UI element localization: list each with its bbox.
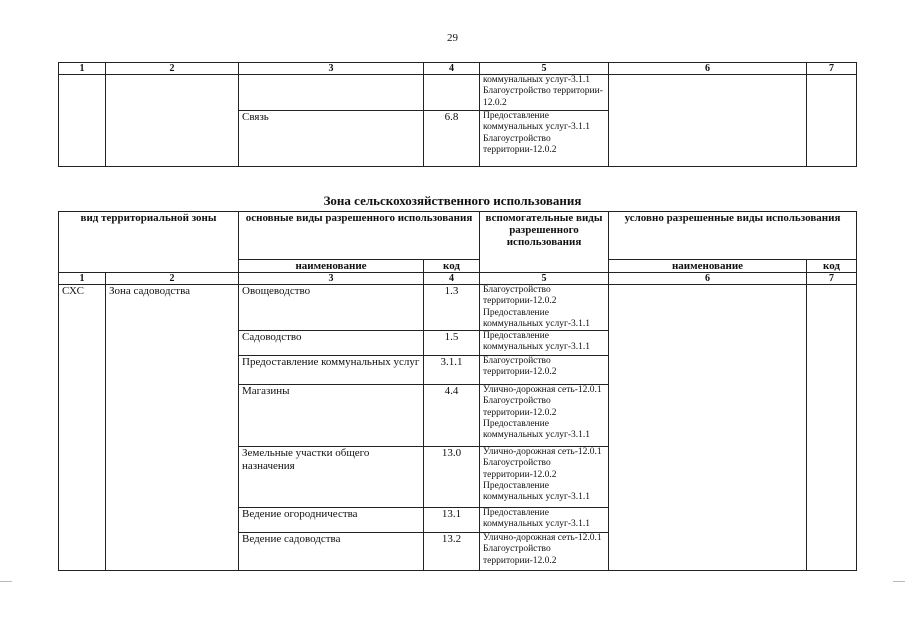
column-number: 6 — [609, 63, 807, 75]
header-name: наименование — [239, 260, 424, 273]
aux-uses: Предоставление коммунальных услуг-3.1.1 — [480, 508, 609, 533]
scan-edge-line — [893, 581, 905, 582]
use-code: 1.5 — [424, 331, 480, 356]
header-conditional-uses: условно разрешенные виды использования — [609, 212, 857, 260]
column-number: 3 — [239, 273, 424, 285]
column-numbers-row — [59, 273, 857, 285]
use-name: Садоводство — [239, 331, 424, 356]
use-name: Магазины — [239, 385, 424, 447]
use-code: 6.8 — [424, 111, 480, 167]
use-code: 4.4 — [424, 385, 480, 447]
use-name: Земельные участки общего назначения — [239, 447, 424, 508]
use-code — [424, 75, 480, 111]
aux-uses: Благоустройство территории-12.0.2 — [480, 356, 609, 385]
column-number: 7 — [807, 63, 857, 75]
aux-uses: коммунальных услуг-3.1.1 Благоустройство территории- 12.0.2 — [480, 75, 609, 111]
column-number: 5 — [480, 63, 609, 75]
use-code: 3.1.1 — [424, 356, 480, 385]
column-numbers-row — [59, 63, 857, 75]
column-number: 4 — [424, 63, 480, 75]
table-row — [59, 285, 857, 331]
zone-code-cell — [59, 75, 106, 167]
use-code: 13.1 — [424, 508, 480, 533]
section-title: Зона сельскохозяйственного использования — [323, 193, 582, 208]
use-name: Связь — [239, 111, 424, 167]
column-number: 6 — [609, 273, 807, 285]
header-row — [59, 212, 857, 260]
column-number: 2 — [106, 63, 239, 75]
aux-uses: Улично-дорожная сеть-12.0.1 Благоустройство территории-12.0.2 — [480, 533, 609, 571]
aux-uses: Предоставление коммунальных услуг-3.1.1 Благоустройство территории-12.0.2 — [480, 111, 609, 167]
use-code: 13.2 — [424, 533, 480, 571]
conditional-name-cell — [609, 285, 807, 571]
column-number: 4 — [424, 273, 480, 285]
page-number: 29 — [447, 32, 458, 44]
column-number: 3 — [239, 63, 424, 75]
header-main-uses: основные виды разрешенного использования — [239, 212, 480, 260]
zone-code: СХС — [59, 285, 106, 571]
aux-uses: Улично-дорожная сеть-12.0.1 Благоустройство территории-12.0.2 Предоставление коммунальных услуг-3.1.1 — [480, 447, 609, 508]
zone-name: Зона садоводства — [106, 285, 239, 571]
use-name — [239, 75, 424, 111]
column-number: 7 — [807, 273, 857, 285]
aux-uses: Предоставление коммунальных услуг-3.1.1 — [480, 331, 609, 356]
column-number: 5 — [480, 273, 609, 285]
column-number: 2 — [106, 273, 239, 285]
aux-uses: Улично-дорожная сеть-12.0.1 Благоустройство территории-12.0.2 Предоставление коммунальных услуг-3.1.1 — [480, 385, 609, 447]
zoning-table — [58, 211, 857, 571]
use-name: Предоставление коммунальных услуг — [239, 356, 424, 385]
use-code: 1.3 — [424, 285, 480, 331]
use-name: Овощеводство — [239, 285, 424, 331]
header-zone-type: вид территориальной зоны — [59, 212, 239, 273]
header-aux-uses: вспомогательные виды разрешенного использования — [480, 212, 609, 273]
scan-edge-line — [0, 581, 12, 582]
header-cond-name: наименование — [609, 260, 807, 273]
column-number: 1 — [59, 273, 106, 285]
conditional-code-cell — [807, 75, 857, 167]
continued-table — [58, 62, 857, 167]
conditional-name-cell — [609, 75, 807, 167]
use-code: 13.0 — [424, 447, 480, 508]
conditional-code-cell — [807, 285, 857, 571]
table-row — [59, 75, 857, 111]
use-name: Ведение садоводства — [239, 533, 424, 571]
header-code: код — [424, 260, 480, 273]
zone-name-cell — [106, 75, 239, 167]
aux-uses: Благоустройство территории-12.0.2 Предоставление коммунальных услуг-3.1.1 — [480, 285, 609, 331]
use-name: Ведение огородничества — [239, 508, 424, 533]
column-number: 1 — [59, 63, 106, 75]
header-cond-code: код — [807, 260, 857, 273]
